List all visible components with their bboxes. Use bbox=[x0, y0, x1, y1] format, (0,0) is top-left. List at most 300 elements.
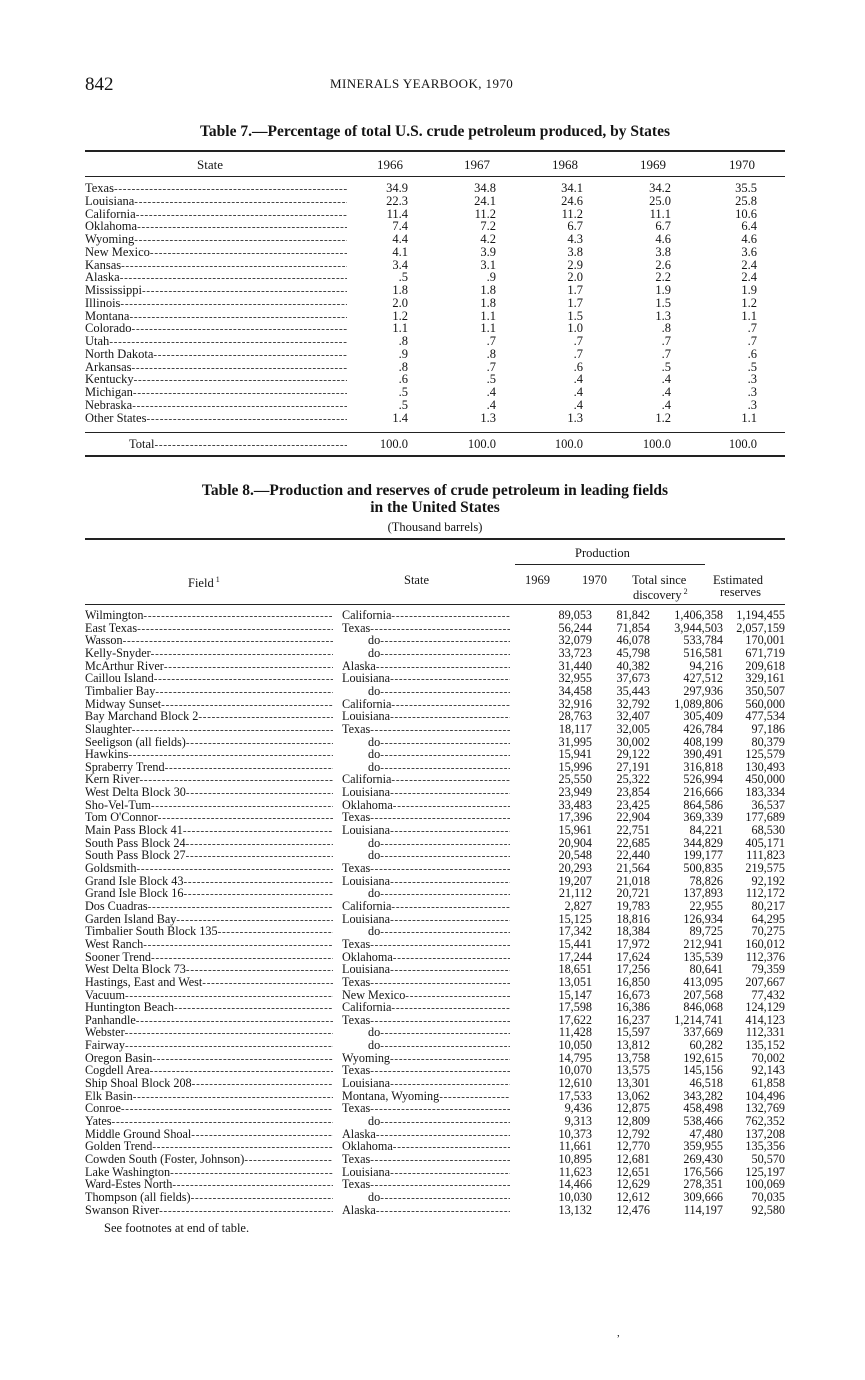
percent-cell: 24.6 bbox=[561, 193, 583, 208]
value-cell: 137,893 bbox=[683, 886, 723, 901]
table-row bbox=[85, 862, 785, 874]
state-name: Oklahoma - - - bbox=[342, 799, 510, 812]
state-name: Louisiana - - - bbox=[342, 710, 510, 723]
value-cell: 2,827 bbox=[564, 898, 592, 913]
value-cell: 79,359 bbox=[751, 962, 785, 977]
state-name: Other States - - - bbox=[85, 412, 347, 426]
table-row bbox=[85, 875, 785, 887]
percent-cell: 34.2 bbox=[649, 181, 671, 195]
table-row bbox=[85, 1115, 785, 1127]
value-cell: 192,615 bbox=[683, 1050, 723, 1065]
field-name: South Pass Block 27 - - - bbox=[85, 849, 333, 862]
value-cell: 56,244 bbox=[558, 620, 592, 635]
state-name: Utah - - - bbox=[85, 335, 347, 349]
state-name: do - - - bbox=[342, 1039, 510, 1052]
value-cell: 216,666 bbox=[683, 785, 723, 800]
running-head: MINERALS YEARBOOK, 1970 bbox=[330, 76, 514, 91]
value-cell: 390,491 bbox=[683, 747, 723, 762]
value-cell: 12,809 bbox=[616, 1114, 650, 1128]
percent-cell: 2.9 bbox=[567, 257, 583, 272]
table8-header bbox=[85, 540, 785, 604]
value-cell: 77,432 bbox=[751, 987, 785, 1002]
value-cell: 11,661 bbox=[558, 1139, 592, 1154]
percent-cell: 3.6 bbox=[741, 244, 757, 259]
field-name: Golden Trend - - - bbox=[85, 1140, 333, 1153]
state-name: Texas - - - bbox=[342, 976, 510, 989]
state-name: do - - - bbox=[342, 849, 510, 862]
field-name: Grand Isle Block 43 - - - bbox=[85, 875, 333, 888]
state-name: do - - - bbox=[342, 1026, 510, 1039]
value-cell: 15,125 bbox=[558, 911, 592, 926]
percent-cell: .4 bbox=[661, 385, 671, 399]
percent-cell: .5 bbox=[486, 372, 496, 387]
field-name: East Texas - - - bbox=[85, 622, 333, 635]
value-cell: 9,436 bbox=[564, 1101, 592, 1116]
percent-cell: 1.4 bbox=[392, 410, 408, 425]
value-cell: 13,575 bbox=[616, 1063, 650, 1078]
table-row bbox=[85, 1090, 785, 1102]
percent-cell: 4.6 bbox=[655, 232, 671, 246]
field-name: West Ranch - - - bbox=[85, 938, 333, 951]
field-name: Tom O'Connor - - - bbox=[85, 811, 333, 824]
value-cell: 135,539 bbox=[683, 949, 723, 964]
table-row bbox=[85, 887, 785, 899]
state-name: Texas - - - bbox=[342, 1178, 510, 1191]
field-name: Spraberry Trend - - - bbox=[85, 761, 333, 774]
percent-cell: 2.0 bbox=[567, 270, 583, 285]
value-cell: 2,057,159 bbox=[736, 620, 785, 635]
value-cell: 25,550 bbox=[558, 772, 592, 787]
value-cell: 112,172 bbox=[745, 886, 785, 901]
state-name: New Mexico - - - bbox=[85, 246, 347, 260]
value-cell: 46,518 bbox=[689, 1076, 723, 1091]
table-row bbox=[85, 1001, 785, 1013]
value-cell: 11,428 bbox=[558, 1025, 592, 1040]
percent-cell: 34.1 bbox=[561, 181, 583, 195]
value-cell: 15,597 bbox=[616, 1025, 650, 1040]
table-row bbox=[85, 1102, 785, 1114]
table7 bbox=[85, 150, 785, 457]
field-name: Huntington Beach - - - bbox=[85, 1001, 333, 1014]
value-cell: 17,972 bbox=[616, 936, 650, 951]
table-row bbox=[85, 976, 785, 988]
value-cell: 27,191 bbox=[616, 759, 650, 774]
state-name: Montana, Wyoming - - - bbox=[342, 1090, 510, 1103]
table-row bbox=[85, 736, 785, 748]
col-estimated-line2: reserves bbox=[720, 585, 761, 599]
field-name: Middle Ground Shoal - - - bbox=[85, 1128, 333, 1141]
value-cell: 9,313 bbox=[564, 1114, 592, 1128]
table-row bbox=[85, 412, 785, 425]
table8-title bbox=[85, 482, 785, 516]
col-total-line1: Total since bbox=[632, 573, 687, 587]
state-name: do - - - bbox=[342, 634, 510, 647]
value-cell: 20,548 bbox=[558, 848, 592, 863]
field-name: Elk Basin - - - bbox=[85, 1090, 333, 1103]
percent-cell: .7 bbox=[486, 359, 496, 374]
value-cell: 309,666 bbox=[683, 1189, 723, 1204]
state-name: do - - - bbox=[342, 748, 510, 761]
value-cell: 31,440 bbox=[558, 658, 592, 673]
value-cell: 526,994 bbox=[683, 772, 723, 787]
value-cell: 126,934 bbox=[683, 911, 723, 926]
field-name: Kern River - - - bbox=[85, 773, 333, 786]
value-cell: 16,237 bbox=[616, 1012, 650, 1027]
percent-cell: 11.4 bbox=[386, 206, 408, 221]
value-cell: 427,512 bbox=[683, 671, 723, 686]
table-row bbox=[85, 773, 785, 785]
state-name: Texas - - - bbox=[342, 938, 510, 951]
percent-cell: 1.8 bbox=[392, 283, 408, 297]
percent-cell: 35.5 bbox=[735, 181, 757, 195]
percent-cell: .6 bbox=[573, 359, 583, 374]
table-row bbox=[85, 348, 785, 361]
field-name: Grand Isle Block 16 - - - bbox=[85, 887, 333, 900]
value-cell: 329,161 bbox=[745, 671, 785, 686]
percent-cell: 3.8 bbox=[567, 244, 583, 259]
state-name: do - - - bbox=[342, 1191, 510, 1204]
field-name: Swanson River - - - bbox=[85, 1204, 333, 1217]
value-cell: 516,581 bbox=[683, 645, 723, 660]
value-cell: 37,673 bbox=[616, 671, 650, 686]
percent-cell: 6.7 bbox=[655, 219, 671, 234]
field-name: West Delta Block 73 - - - bbox=[85, 963, 333, 976]
state-name: Texas - - - bbox=[342, 622, 510, 635]
table-row bbox=[85, 1166, 785, 1178]
table-row bbox=[85, 271, 785, 284]
percent-cell: 6.4 bbox=[741, 219, 757, 234]
table7-col-1967: 1967 bbox=[464, 157, 490, 172]
percent-cell: 1.1 bbox=[480, 321, 496, 336]
value-cell: 10,895 bbox=[558, 1151, 592, 1166]
field-name: Wilmington - - - bbox=[85, 609, 333, 622]
percent-cell: .4 bbox=[573, 372, 583, 387]
value-cell: 132,769 bbox=[745, 1101, 785, 1116]
value-cell: 30,002 bbox=[616, 734, 650, 749]
value-cell: 33,483 bbox=[558, 797, 592, 812]
state-name: Oklahoma - - - bbox=[342, 951, 510, 964]
percent-cell: 3.4 bbox=[392, 257, 408, 272]
percent-cell: 34.9 bbox=[386, 181, 408, 195]
value-cell: 343,282 bbox=[683, 1088, 723, 1103]
value-cell: 278,351 bbox=[683, 1177, 723, 1192]
field-name: Ship Shoal Block 208 - - - bbox=[85, 1077, 333, 1090]
state-name: Wyoming - - - bbox=[85, 233, 347, 247]
percent-cell: 1.1 bbox=[741, 308, 757, 323]
value-cell: 114,197 bbox=[683, 1202, 723, 1217]
percent-cell: .4 bbox=[486, 397, 496, 412]
value-cell: 533,784 bbox=[683, 633, 723, 648]
value-cell: 414,123 bbox=[745, 1012, 785, 1027]
value-cell: 1,089,806 bbox=[674, 696, 723, 711]
value-cell: 21,112 bbox=[558, 886, 592, 901]
value-cell: 33,723 bbox=[558, 645, 592, 660]
value-cell: 23,425 bbox=[616, 797, 650, 812]
table-row bbox=[85, 1153, 785, 1165]
table-row bbox=[85, 195, 785, 208]
state-name: do - - - bbox=[342, 736, 510, 749]
state-name: Texas - - - bbox=[85, 182, 347, 196]
value-cell: 22,751 bbox=[616, 823, 650, 838]
table-row bbox=[85, 361, 785, 374]
state-name: do - - - bbox=[342, 761, 510, 774]
field-name: Conroe - - - bbox=[85, 1102, 333, 1115]
col-state: State bbox=[404, 573, 429, 587]
table-row bbox=[85, 259, 785, 272]
field-name: Caillou Island - - - bbox=[85, 672, 333, 685]
percent-cell: .9 bbox=[486, 270, 496, 285]
value-cell: 112,376 bbox=[745, 949, 785, 964]
col-production: Production bbox=[575, 546, 630, 560]
table-row bbox=[85, 220, 785, 233]
percent-cell: 1.9 bbox=[655, 283, 671, 297]
percent-cell: .3 bbox=[747, 397, 757, 412]
table-row bbox=[85, 685, 785, 697]
table-row bbox=[85, 799, 785, 811]
value-cell: 145,156 bbox=[683, 1063, 723, 1078]
percent-cell: .7 bbox=[747, 334, 757, 348]
total-1969: 100.0 bbox=[642, 437, 671, 451]
table-row bbox=[85, 310, 785, 323]
value-cell: 17,256 bbox=[616, 962, 650, 977]
field-name: Lake Washington - - - bbox=[85, 1166, 333, 1179]
value-cell: 104,496 bbox=[745, 1088, 785, 1103]
percent-cell: .7 bbox=[661, 334, 671, 348]
field-name: Webster - - - bbox=[85, 1026, 333, 1039]
col-1969: 1969 bbox=[525, 573, 550, 587]
value-cell: 31,995 bbox=[558, 734, 592, 749]
value-cell: 112,331 bbox=[745, 1025, 785, 1040]
percent-cell: 11.2 bbox=[474, 206, 496, 221]
table-row bbox=[85, 1014, 785, 1026]
percent-cell: 25.8 bbox=[735, 193, 757, 208]
percent-cell: 4.1 bbox=[392, 244, 408, 259]
value-cell: 1,214,741 bbox=[674, 1012, 723, 1027]
value-cell: 16,386 bbox=[616, 1000, 650, 1015]
value-cell: 762,352 bbox=[745, 1114, 785, 1128]
state-name: Alaska - - - bbox=[342, 1204, 510, 1217]
state-name: Texas - - - bbox=[342, 723, 510, 736]
value-cell: 13,051 bbox=[558, 974, 592, 989]
value-cell: 32,407 bbox=[616, 709, 650, 724]
state-name: Arkansas - - - bbox=[85, 361, 347, 375]
value-cell: 10,373 bbox=[558, 1126, 592, 1141]
state-name: Louisiana - - - bbox=[342, 672, 510, 685]
value-cell: 22,440 bbox=[616, 848, 650, 863]
percent-cell: 1.0 bbox=[567, 321, 583, 336]
value-cell: 160,012 bbox=[745, 936, 785, 951]
value-cell: 12,651 bbox=[616, 1164, 650, 1179]
state-name: do - - - bbox=[342, 685, 510, 698]
value-cell: 50,570 bbox=[751, 1151, 785, 1166]
value-cell: 560,000 bbox=[745, 696, 785, 711]
state-name: Texas - - - bbox=[342, 1064, 510, 1077]
percent-cell: .7 bbox=[486, 334, 496, 348]
value-cell: 20,293 bbox=[558, 861, 592, 875]
stray-mark: , bbox=[617, 1327, 620, 1339]
value-cell: 18,384 bbox=[616, 924, 650, 939]
value-cell: 45,798 bbox=[616, 645, 650, 660]
table-row bbox=[85, 634, 785, 646]
percent-cell: .6 bbox=[747, 346, 757, 361]
value-cell: 137,208 bbox=[745, 1126, 785, 1141]
total-1967: 100.0 bbox=[467, 437, 496, 451]
value-cell: 864,586 bbox=[683, 797, 723, 812]
value-cell: 18,816 bbox=[616, 911, 650, 926]
percent-cell: 2.2 bbox=[655, 270, 671, 285]
table-row bbox=[85, 824, 785, 836]
state-name: Mississippi - - - bbox=[85, 284, 347, 298]
value-cell: 1,194,455 bbox=[736, 608, 785, 622]
percent-cell: .5 bbox=[398, 270, 408, 285]
field-name: McArthur River - - - bbox=[85, 660, 333, 673]
value-cell: 297,936 bbox=[683, 683, 723, 698]
state-name: Louisiana - - - bbox=[342, 1077, 510, 1090]
total-1966: 100.0 bbox=[379, 437, 408, 451]
value-cell: 70,275 bbox=[751, 924, 785, 939]
percent-cell: 1.7 bbox=[567, 295, 583, 310]
field-name: Vacuum - - - bbox=[85, 989, 333, 1002]
value-cell: 64,295 bbox=[751, 911, 785, 926]
percent-cell: .7 bbox=[747, 321, 757, 336]
value-cell: 125,197 bbox=[745, 1164, 785, 1179]
state-name: Oklahoma - - - bbox=[85, 220, 347, 234]
table-row bbox=[85, 748, 785, 760]
table-row bbox=[85, 1039, 785, 1051]
table-row bbox=[85, 1064, 785, 1076]
value-cell: 413,095 bbox=[683, 974, 723, 989]
value-cell: 10,050 bbox=[558, 1038, 592, 1053]
value-cell: 12,875 bbox=[616, 1101, 650, 1116]
value-cell: 14,466 bbox=[558, 1177, 592, 1192]
value-cell: 46,078 bbox=[616, 633, 650, 648]
table8-footnote: See footnotes at end of table. bbox=[104, 1221, 250, 1235]
state-name: do - - - bbox=[342, 837, 510, 850]
table-row bbox=[85, 698, 785, 710]
table-row bbox=[85, 925, 785, 937]
value-cell: 14,795 bbox=[558, 1050, 592, 1065]
percent-cell: 4.2 bbox=[480, 232, 496, 246]
table-row bbox=[85, 609, 785, 621]
table-row bbox=[85, 1052, 785, 1064]
field-name: Hawkins - - - bbox=[85, 748, 333, 761]
value-cell: 199,177 bbox=[683, 848, 723, 863]
value-cell: 92,192 bbox=[751, 873, 785, 888]
table-row bbox=[85, 208, 785, 221]
value-cell: 10,070 bbox=[558, 1063, 592, 1078]
value-cell: 32,916 bbox=[558, 696, 592, 711]
value-cell: 305,409 bbox=[683, 709, 723, 724]
table8 bbox=[85, 538, 785, 1219]
percent-cell: 34.8 bbox=[474, 181, 496, 195]
value-cell: 350,507 bbox=[745, 683, 785, 698]
value-cell: 13,301 bbox=[616, 1076, 650, 1091]
percent-cell: 1.5 bbox=[567, 308, 583, 323]
percent-cell: 3.1 bbox=[480, 257, 496, 272]
percent-cell: 11.1 bbox=[649, 206, 671, 221]
state-name: Alaska - - - bbox=[342, 1128, 510, 1141]
value-cell: 100,069 bbox=[745, 1177, 785, 1192]
field-name: Dos Cuadras - - - bbox=[85, 900, 333, 913]
value-cell: 130,493 bbox=[745, 759, 785, 774]
table-row bbox=[85, 710, 785, 722]
value-cell: 17,598 bbox=[558, 1000, 592, 1015]
value-cell: 20,904 bbox=[558, 835, 592, 850]
value-cell: 359,955 bbox=[683, 1139, 723, 1154]
value-cell: 12,612 bbox=[616, 1189, 650, 1204]
table-row bbox=[85, 761, 785, 773]
state-name: Louisiana - - - bbox=[342, 1166, 510, 1179]
value-cell: 25,322 bbox=[616, 772, 650, 787]
table7-col-1966: 1966 bbox=[377, 157, 403, 172]
percent-cell: 1.3 bbox=[480, 410, 496, 425]
table-row bbox=[85, 1026, 785, 1038]
state-name: Oklahoma - - - bbox=[342, 1140, 510, 1153]
value-cell: 81,842 bbox=[616, 608, 650, 622]
percent-cell: .4 bbox=[486, 385, 496, 399]
value-cell: 125,579 bbox=[745, 747, 785, 762]
value-cell: 124,129 bbox=[745, 1000, 785, 1015]
value-cell: 135,152 bbox=[745, 1038, 785, 1053]
page-header bbox=[0, 74, 865, 96]
value-cell: 80,641 bbox=[689, 962, 723, 977]
value-cell: 21,564 bbox=[616, 861, 650, 875]
percent-cell: 22.3 bbox=[386, 193, 408, 208]
value-cell: 21,018 bbox=[616, 873, 650, 888]
percent-cell: 10.6 bbox=[735, 206, 757, 221]
percent-cell: .7 bbox=[573, 334, 583, 348]
value-cell: 12,610 bbox=[558, 1076, 592, 1091]
value-cell: 316,818 bbox=[683, 759, 723, 774]
table7-col-1970: 1970 bbox=[729, 157, 755, 172]
table8-title-line2: in the United States bbox=[370, 499, 500, 516]
value-cell: 212,941 bbox=[683, 936, 723, 951]
value-cell: 207,667 bbox=[745, 974, 785, 989]
value-cell: 17,624 bbox=[616, 949, 650, 964]
table-row bbox=[85, 1178, 785, 1190]
value-cell: 12,770 bbox=[616, 1139, 650, 1154]
state-name: Alaska - - - bbox=[342, 660, 510, 673]
value-cell: 97,186 bbox=[751, 721, 785, 736]
value-cell: 500,835 bbox=[683, 861, 723, 875]
value-cell: 16,673 bbox=[616, 987, 650, 1002]
table-row bbox=[85, 963, 785, 975]
table7-header bbox=[85, 152, 785, 176]
table-row bbox=[85, 622, 785, 634]
table7-total bbox=[85, 433, 785, 455]
value-cell: 71,854 bbox=[616, 620, 650, 635]
value-cell: 22,955 bbox=[689, 898, 723, 913]
value-cell: 426,784 bbox=[683, 721, 723, 736]
state-name: North Dakota - - - bbox=[85, 348, 347, 362]
state-name: Wyoming - - - bbox=[342, 1052, 510, 1065]
state-name: do - - - bbox=[342, 647, 510, 660]
percent-cell: 1.8 bbox=[480, 295, 496, 310]
percent-cell: 1.8 bbox=[480, 283, 496, 297]
field-name: South Pass Block 24 - - - bbox=[85, 837, 333, 850]
state-name: California - - - bbox=[342, 609, 510, 622]
field-name: Sooner Trend - - - bbox=[85, 951, 333, 964]
value-cell: 22,685 bbox=[616, 835, 650, 850]
value-cell: 15,441 bbox=[558, 936, 592, 951]
table7-col-1969: 1969 bbox=[640, 157, 666, 172]
field-name: Cogdell Area - - - bbox=[85, 1064, 333, 1077]
value-cell: 3,944,503 bbox=[674, 620, 723, 635]
table-row bbox=[85, 1191, 785, 1203]
value-cell: 13,062 bbox=[616, 1088, 650, 1103]
value-cell: 369,339 bbox=[683, 810, 723, 825]
value-cell: 11,623 bbox=[558, 1164, 592, 1179]
